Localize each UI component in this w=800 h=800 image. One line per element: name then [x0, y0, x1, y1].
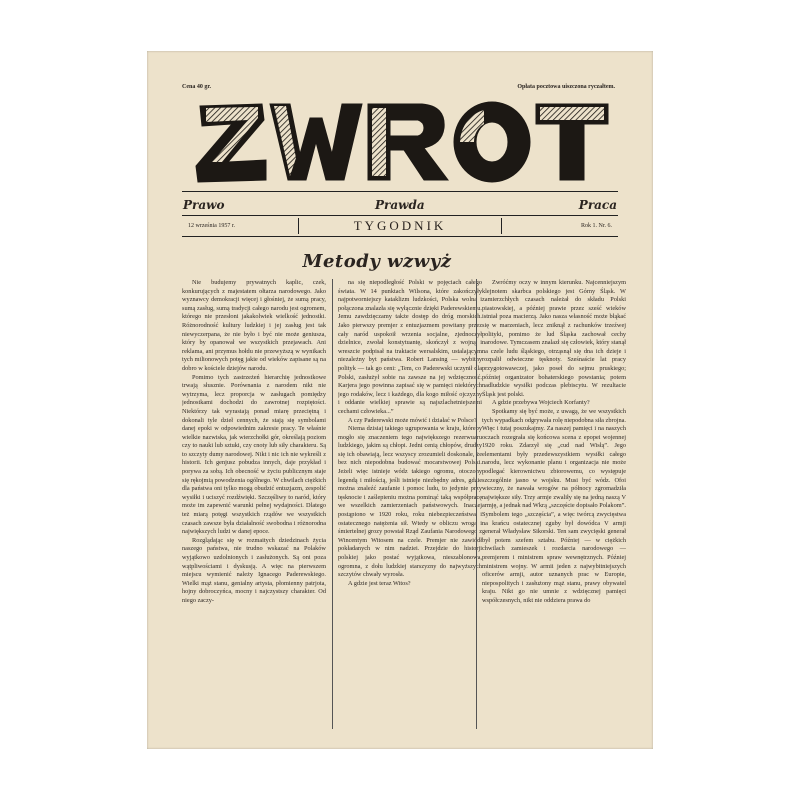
- newspaper-page: [147, 51, 653, 749]
- paragraph: Rozglądając się w rozmaitych dziedzinach życia naszego państwa, nie trudno wskazać na Polaków wyjątkowo uzdolnionych i zasłużonych. Są oni poza wątpliwościami i dyskusją. A więc na pierwszem miejscu wymienić należy Ignacego Paderewskiego. Wielki mąż stanu, genialny artysta, płomienny patrjota, hojny dobroczyńca, mocny i najczystszy charakter. Od niego zaczy-: [182, 536, 326, 604]
- motto-truth: Prawda: [375, 198, 425, 212]
- paragraph: Spotkamy się być może, z uwagą, że we wszystkich tych wypadkach odgrywała rolę niepodobna siła zbrojna. Więc i tutaj poszukajmy. Za naszej pamięci i na naszych oczach rozegrała się końcowa scena z epopei wojennej 1920 roku. Zdarzył się „cud nad Wisłą”. Jego elementami były przedewszystkiem wysiłki całego narodu, lecz wykonanie planu i organizacja nie może podlegać kierownictwu zbiorowemu, co występuje szczególnie jasno w wojsku. Musi być wódz. Ofoi wieczny, że nawała wrogów na północy zgromadziła największe siły. Trzy armje zwaliły się na jedną naszą V armję, a jednak nad Wkrą „szczęście dopisało Polakom”. Symbolem tego „szczęścia”, a więc twórcą zwycięstwa na krańcu ostatecznej zguby był dowódca V armji generał Władysław Sikorski. Ten sam zwycięski generał był potem szefem sztabu. Później — w ciężkich chwilach zamieszek i rozdarcia narodowego — premjerem i ministrem spraw wewnętrznych. Później ministrem wojny. W armii jeden z najwybitniejszych oficerów armji, autor uznanych prac w Europie, niepospolitych i zasłużony mąż stanu, prawy obywatel kraju. Nikt go nie umnie z wdzięcznej pamięci współczesnych, nikt nie oddziera prawa do: [482, 407, 626, 604]
- column-divider: [332, 279, 333, 729]
- article-column-1: [182, 279, 326, 729]
- paragraph: na się niepodległość Polski w pojęciach całego świata. W 14 punktach Wilsona, które zakończyły najpotworniejszy kataklizm ludzkości, Polska wolna i połączona znalazła się wyłącznie dzięki Paderewskiemu. Jemu zawdzięczamy także dostęp do dróg morskich. Jako pierwszy premjer z entuzjazmem powitany przez cały naród uspokoił wrzenia socjalne, zjednoczył dzielnice, zwołał konstytuantę, skończył z wojną i wreszcie podpisał na traktacie wersalskim, ustalającym niezależny byt państwa. Robert Lansing — wybitny polityk — tak go ceni: „Tem, co Paderewski uczynił dla Polski, zasłużył sobie na zawsze na jej wdzięczność. Karjera jego powinna zapisać się w pamięci niektórych jego rodaków, lecz i każdego, dla kogo miłość ojczyzny i oddanie wielkiej sprawie są najszlachetniejszemi cechami człowieka...”: [338, 279, 482, 415]
- paragraph: A gdzie jest teraz Witos?: [348, 579, 411, 587]
- paragraph: Nie budujemy prywatnych kaplic, czek, konkurujących z majestatem ołtarza narodowego. Jako wyznawcy demokracji więcej i głośniej, że sumą pracy, sumą zasług, sumą tradycji całego narodu jest ogromem, którego nie przesłoni jakakolwiek wielkość jednostki. Różnorodność kultury ludzkiej i jej zasług jest tak niewyczerpana, że nie było i być nie może geniusza, który by opanował we wszystkich przejawach. Ani reklama, ani przymus hołdu nie przewyższą w wynikach tych milionowych potęg jakie od wieków zapisane są na dobro w kościele dziejów narodu.: [182, 279, 326, 372]
- paragraph: A czy Paderewski może mówić i działać w Polsce?: [348, 416, 477, 424]
- article-headline: Metody wzwyż: [302, 251, 452, 272]
- price-label: Cena 40 gr.: [182, 84, 211, 90]
- issue-info-bar: [182, 215, 618, 237]
- article-column-2: [338, 279, 482, 729]
- article-column-3: [482, 279, 626, 729]
- column-divider: [476, 279, 477, 729]
- motto-law: Prawo: [183, 198, 225, 212]
- paragraph: Zwróćmy oczy w innym kierunku. Najcenniejszym klejnotem skarbca polskiego jest Górny Śląsk. W zamierzchłych czasach należał do składu Polski piastowskiej, a później prawie przez sześć wieków istniał poza macierzą. Jako nasza własność może błąkać się w marzeniach, lecz zniknął z rachunków trzeźwej polityki, pomimo że lud Śląska zachował cechy narodowe. Tymczasem znalazł się człowiek, który stanął na czele ludu śląskiego, otrząsnął się dna ich dzieje i rozpalił odwieczne tęsknoty. Sześnaście lat pracy przygotowawczej, jako poseł do sejmu pruskiego; później organizator bohaterskiego powstania; potem nadludzkie wysiłki podczas plebiscytu. W rezultacie Śląsk jest polski.: [482, 279, 626, 398]
- issue-date: 12 września 1957 r.: [188, 223, 235, 229]
- motto-work: Praca: [578, 198, 617, 212]
- paragraph: A gdzie przebywa Wojciech Korfanty?: [492, 399, 590, 407]
- postage-note: Opłata pocztowa uiszczona ryczałtem.: [517, 84, 615, 90]
- paragraph: Pomimo tych zastrzeżeń hierarchię jednostkowe trwają słusznie. Porównania z narodem nikt nie wytrzyma, lecz proporcja w zasługach pomiędzy jednostkami dochodzi do zawrotnej rozpiętości. Niektórzy tak wyrastają ponad miarę przeciętną i dokonali tyle dzieł cennych, że stają się symbolami danej epoki w odpowiednim zakresie pracy. Te właśnie wielkie nazwiska, jak wierzchołki gór, określają poziom czy to nauki lub sztuki, czy cnoty lub siły charakteru. Są to szczyty dumy narodowej. Nikt i nic ich nie wykreśli z historii. Ich genjusz pobudza innych, daje przykład i porywa za sobą. Ich obecność w życiu publicznym staje się rękojmią powodzenia ogólnego. W chwilach ciężkich dla państwa oni tylko mogą obudzić entuzjazm, zespolić wysiłki i uciszyć rozdźwięki. Szczęśliwy to naród, który może im zapewnić warunki pełnej wydajności. Dlatego też miarą potęgi wszystkich rządów we wszystkich czasach zawsze była działalność swobodna i różnorodna największych ludzi w danej epoce.: [182, 373, 326, 536]
- publication-type: TYGODNIK: [353, 218, 447, 233]
- masthead-logo: [192, 96, 612, 186]
- paragraph: Niema dzisiaj takiego ugrupowania w kraju, któreby mogło się znaczeniem tego największego rezerwuaru ludzkiego, jakim są chłopi. Jedni cenią chłopów, drudzy się ich obawiają, lecz wszyscy zrozumieli doskonale, że bez nich niepodobna budować mocarstwowej Polski. Jeżeli więc istnieje wódz takiego ogromu, otoczony legendą i miłością, jeśli istnieje niezbędny adres, gdzie można znaleźć zaufanie i pomoc ludu, to jedynie przy tęsknocie i zaślepieniu można pominąć taką współpracę we wszelkich zamierzeniach państwowych. Inaczej postąpiono w 1920 roku, roku niebezpieczeństwa i ostatecznego natężenia sił. Wtedy w obliczu wroga i śmiertelnej grozy powstał Rząd Zaufania Narodowego z Wincentym Witosem na czele. Premjer nie zawiódł pokładanych w nim nadziei. Przejdzie do historji polskiej jako postać wyjątkowa, nieszablonowa, ogromna, z dołu ludzkiej starszyzny do najwyższych szczytów chwały wyrosła.: [338, 425, 482, 579]
- issue-number: Rok 1. Nr. 6.: [580, 223, 612, 229]
- masthead-rule: [182, 191, 618, 192]
